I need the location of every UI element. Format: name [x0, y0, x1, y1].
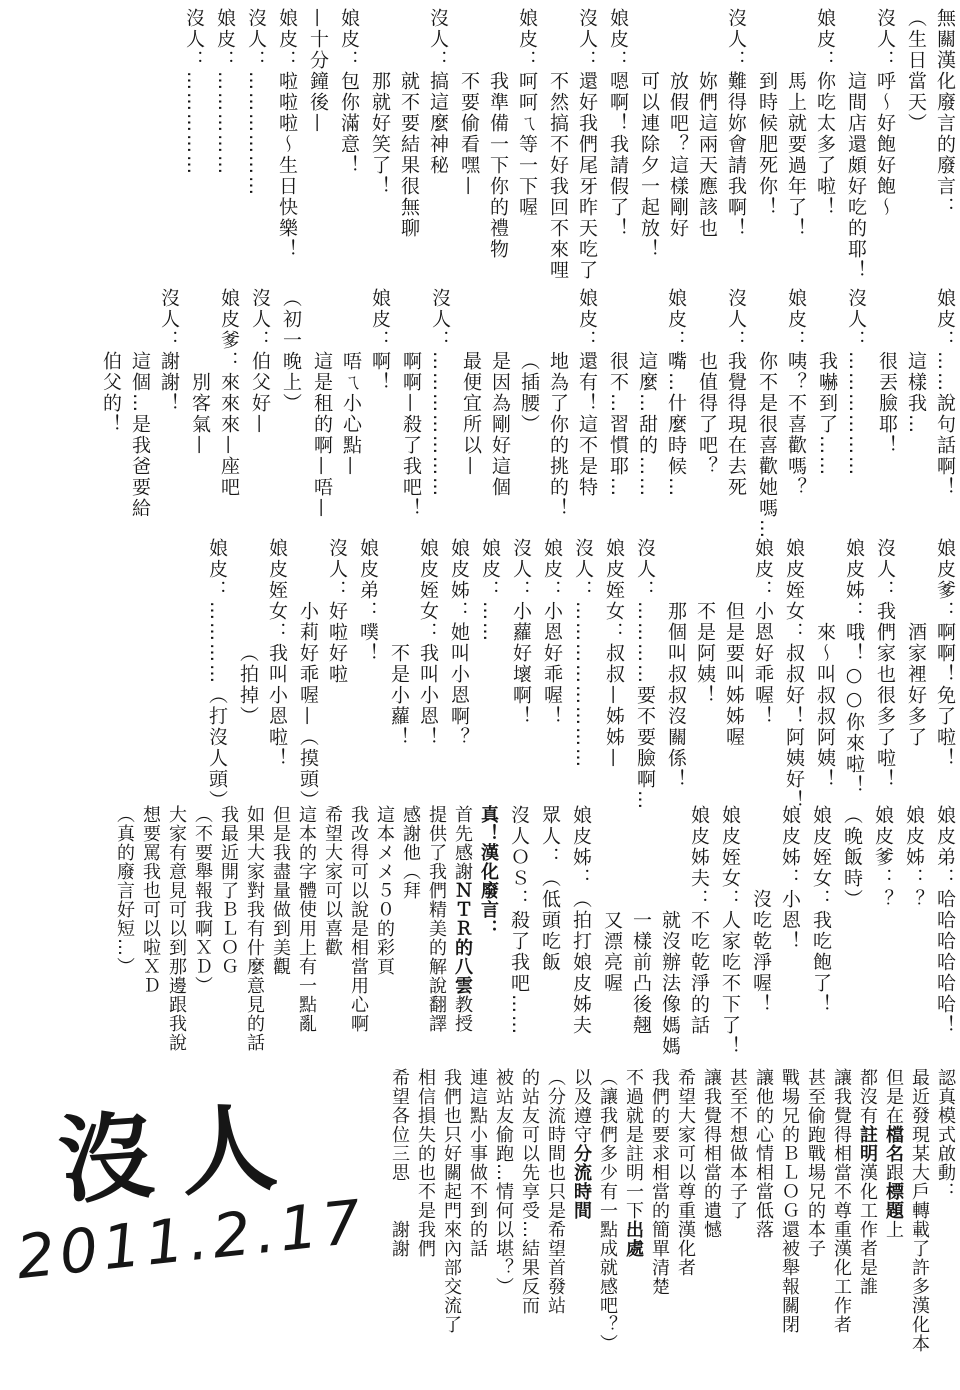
dialogue-entry [401, 288, 449, 540]
dialogue-entry [604, 538, 623, 811]
plain-text: 都沒有 [857, 1068, 878, 1125]
emphasized-text: 真！漢化廢言： [478, 805, 499, 938]
text-column: 讓我覺得相當的遺憾 [701, 1068, 722, 1239]
text-column: 但是要叫姊姊喔 [723, 601, 745, 748]
dialogue-entry [308, 8, 327, 281]
text-column: 這麼…甜的…… [636, 351, 658, 498]
text-column: 那就好笑了！ [369, 71, 391, 197]
dialogue-entry [751, 805, 799, 1057]
text-column: 娘皮姊：哦！○○你來啦！ [843, 538, 865, 796]
text-column: 妳們這兩天應該也 [696, 71, 718, 239]
text-column: 很丟臉耶！ [876, 351, 898, 456]
text-column: （生日當天） [905, 8, 927, 134]
dialogue-entry [312, 288, 389, 540]
text-column: 大家有意見可以到那邊跟我說 [166, 805, 187, 1052]
dialogue-entry [697, 288, 745, 540]
text-column: 這本的字體使用上有一點亂 [296, 805, 317, 1033]
text-column: 希望大家可以喜歡 [322, 805, 343, 957]
text-column: 可以連除夕一起放！ [638, 71, 660, 260]
text-column: 被站友偷跑…情何以堪？） [493, 1068, 514, 1296]
text-column: 最便宜所以— [460, 351, 482, 477]
text-column: 我最近開了ＢＬＯＧ [218, 805, 239, 976]
text-column: 一樣前凸後翹 [630, 910, 652, 1036]
text-band-4 [103, 805, 954, 1057]
text-column: 娘皮：…… [479, 538, 501, 643]
text-column [884, 1068, 902, 1353]
dialogue-entry [250, 288, 269, 540]
dialogue-entry [602, 805, 708, 1057]
text-column: 來～叫叔叔阿姨！ [814, 622, 836, 790]
handwritten-signature: 沒人 [54, 1089, 307, 1219]
text-column: 這樣我… [905, 351, 927, 435]
plain-text: 漢化工作者是誰 [857, 1163, 878, 1296]
dialogue-entry [904, 805, 923, 1057]
text-column: （插腰） [518, 351, 540, 435]
dialogue-entry [811, 805, 830, 1057]
dialogue-entry [573, 538, 592, 811]
emphasized-text: 出處 [623, 1220, 644, 1258]
text-column: 娘皮：呵呵ㄟ等一下喔 [516, 8, 538, 218]
text-column [479, 805, 497, 1057]
text-column: 沒人：…………………… [572, 538, 594, 769]
text-column: 相信損失的也不是我們 [415, 1068, 436, 1258]
dialogue-entry [281, 288, 300, 540]
plain-text: 以及遵守 [571, 1068, 592, 1144]
text-column: 也值得了吧？ [696, 351, 718, 477]
text-column: 我準備一下你的禮物 [487, 71, 509, 260]
dialogue-entry [935, 805, 954, 1057]
text-column: 沒人：……………… [845, 288, 867, 477]
dialogue-entry [190, 288, 238, 540]
dialogue-entry [480, 538, 499, 811]
dialogue-entry [449, 538, 468, 811]
text-column: 娘皮弟：噗！ [357, 538, 379, 664]
text-column: 我嚇到了…… [816, 351, 838, 477]
text-column: 沒人：呼～好飽好飽～ [874, 8, 896, 218]
dialogue-entry [215, 8, 234, 281]
dialogue-entry [101, 288, 178, 540]
text-column: 認真模式啟動： [935, 1068, 956, 1201]
text-column: 甚至偷跑戰場兄的本子 [805, 1068, 826, 1258]
text-column: 沒人：……………… [245, 8, 267, 197]
text-column: 不然搞不好我回不來哩 [547, 71, 569, 281]
text-column: 娘皮：小恩好乖喔！ [752, 538, 774, 727]
text-column: 到時候肥死你！ [756, 71, 778, 218]
text-column: （晚飯時） [841, 805, 863, 910]
text-column: 就沒辦法像媽媽 [659, 910, 681, 1057]
dialogue-entry [277, 8, 296, 281]
text-column: 不要偷看嘿— [458, 71, 480, 197]
text-column: 娘皮爹：啊啊！免了啦！ [934, 538, 956, 769]
dialogue-entry [509, 805, 528, 1057]
text-column: 娘皮：咦？不喜歡嗎？ [785, 288, 807, 498]
text-column: 就不要結果很無聊 [398, 71, 420, 239]
text-column: 不是阿姨！ [694, 601, 716, 706]
text-column: 小莉好乖喔—（摸頭） [297, 601, 319, 811]
text-column: 娘皮姊夫：不吃乾淨的話 [688, 805, 710, 1036]
text-column: 娘皮爹：來來來—座吧 [218, 288, 240, 498]
text-column: 酒家裡好多了 [905, 622, 927, 748]
text-column: 沒人：還好我們尾牙昨天吃了 [576, 8, 598, 281]
text-column: 娘皮姪女：叔叔好！阿姨好！ [783, 538, 805, 811]
dialogue-entry [540, 805, 559, 1057]
text-column: （真的廢言好短…） [114, 805, 135, 976]
text-column: 啊啊—殺了我吧！ [400, 351, 422, 519]
text-column: （讓我們多少有一點成就感吧？） [597, 1068, 618, 1353]
text-column: 娘皮：啦啦啦～生日快樂！ [276, 8, 298, 260]
dialogue-entry [246, 8, 265, 281]
text-column: （分流時間也只是希望首發站 [545, 1068, 566, 1315]
text-column: 娘皮姊：她叫小恩啊？ [448, 538, 470, 748]
text-column: （初一晚上） [280, 288, 302, 414]
text-column: 這是租的啊—唔— [311, 351, 333, 519]
plain-text: 跟 [883, 1163, 904, 1182]
text-column: 很不…習慣耶… [607, 351, 629, 498]
dialogue-entry [817, 288, 865, 540]
text-column: 娘皮：包你滿意！ [338, 8, 360, 176]
dialogue-entry [238, 538, 286, 811]
dialogue-entry [608, 8, 627, 281]
emphasized-text: 標題 [883, 1182, 904, 1220]
text-column: 馬上就要過年了！ [785, 71, 807, 239]
text-column: 我們也只好關起門來內部交流了 [441, 1068, 462, 1334]
text-column: 甚至不想做本子了 [727, 1068, 748, 1220]
text-column: 提供了我們精美的解說翻譯 [426, 805, 447, 1033]
text-column: 這間店還頗好吃的耶！ [845, 71, 867, 281]
dialogue-entry [877, 288, 954, 540]
dialogue-entry [906, 538, 954, 811]
dialogue-entry [608, 288, 685, 540]
text-column: 沒人：搞這麼神秘 [427, 8, 449, 176]
text-band-3 [195, 538, 954, 811]
dialogue-entry [639, 8, 745, 281]
text-column: 娘皮：還有！這不是特 [576, 288, 598, 498]
dialogue-entry [184, 8, 203, 281]
handwritten-date: 2011.2.17 [13, 1186, 370, 1294]
dialogue-entry [389, 538, 437, 811]
text-column: 娘皮姪女：我叫小恩！ [417, 538, 439, 748]
text-column: 不是小蘿！ [388, 643, 410, 748]
emphasized-text: 註明 [857, 1125, 878, 1163]
text-column: 娘皮：小恩好乖喔！ [541, 538, 563, 727]
text-column: 娘皮姪女：叔叔—姊姊— [603, 538, 625, 769]
text-column: 娘皮弟：哈哈哈哈哈哈！ [934, 805, 956, 1036]
text-column: 唔ㄟ小心點— [340, 351, 362, 477]
text-column: 這個…是我爸要給 [129, 351, 151, 519]
text-column: （拍掉） [237, 643, 259, 727]
text-column: 放假吧？這樣剛好 [667, 71, 689, 239]
text-column: 沒人：………………… [429, 288, 451, 498]
dialogue-entry [339, 8, 358, 281]
plain-text: 教授 [452, 995, 473, 1033]
dialogue-entry [906, 8, 954, 281]
text-column: 娘皮：嗯啊！我請假了！ [607, 8, 629, 239]
text-column: 娘皮姪女：我吃飽了！ [810, 805, 832, 1015]
text-column: 沒人：小蘿好壞啊！ [510, 538, 532, 727]
dialogue-entry [757, 288, 805, 540]
text-column: 連這點小事做不到的話 [467, 1068, 488, 1258]
text-column: 沒人：難得妳會請我啊！ [725, 8, 747, 239]
dialogue-entry [846, 8, 894, 281]
afterword-block [390, 1068, 954, 1353]
dialogue-entry [720, 805, 739, 1057]
text-column: 讓他的心情相當低落 [753, 1068, 774, 1239]
text-column: 如果大家對我有什麼意見的話 [244, 805, 265, 1052]
text-column: 沒人：謝謝！ [158, 288, 180, 414]
text-column: 無關漢化廢言的廢言： [934, 8, 956, 218]
text-column [624, 1068, 642, 1353]
text-band-5 [378, 1068, 954, 1353]
text-column: 那個叫叔叔沒關係！ [665, 601, 687, 790]
text-column [453, 805, 471, 1057]
dialogue-entry [370, 8, 447, 281]
text-column: 娘皮爹：？ [872, 805, 894, 910]
plain-text: 上 [883, 1220, 904, 1239]
text-column: 我們的要求相當的簡單清楚 [649, 1068, 670, 1296]
afterword-block [115, 805, 497, 1057]
text-column: 娘皮姪女：我叫小恩啦！ [266, 538, 288, 769]
text-column: （不要舉報我啊ＸＤ） [192, 805, 213, 995]
dialogue-entry [784, 538, 803, 811]
text-column: 娘皮：你吃太多了啦！ [814, 8, 836, 218]
emphasized-text: 分流時間 [571, 1144, 592, 1220]
text-column: 沒人：好啦好啦 [326, 538, 348, 685]
dialogue-entry [815, 538, 863, 811]
dialogue-entry [358, 538, 377, 811]
dialogue-entry [459, 8, 536, 281]
text-column: 沒人：…………要不要臉啊… [634, 538, 656, 811]
plain-text: 首先感謝 [452, 805, 473, 881]
text-column: —十分鐘後— [307, 8, 329, 134]
text-column: 是因為剛好這個 [489, 351, 511, 498]
dialogue-entry [298, 538, 346, 811]
plain-text: 但是在 [883, 1068, 904, 1125]
text-column: 沒吃乾淨喔！ [750, 889, 772, 1015]
text-band-1 [172, 8, 954, 281]
text-column: 娘皮姊：？ [903, 805, 925, 910]
dialogue-entry [461, 288, 596, 540]
text-column: 地為了你的挑的！ [547, 351, 569, 519]
text-column: 沒人ＯＳ：殺了我吧…… [508, 805, 530, 1036]
dialogue-entry [571, 805, 590, 1057]
dialogue-entry [635, 538, 654, 811]
text-column: 讓我覺得相當不尊重漢化工作者 [831, 1068, 852, 1334]
text-column: 娘皮：…………（打沒人頭） [206, 538, 228, 811]
text-column: 娘皮：…………… [214, 8, 236, 176]
text-column: 的站友可以先享受…結果反而 [519, 1068, 540, 1315]
dialogue-entry [842, 805, 861, 1057]
text-column: 娘皮姊：（拍打娘皮姊夫 [570, 805, 592, 1036]
text-column: 沒人：我們家也很多了啦！ [874, 538, 896, 790]
emphasized-text: 檔名 [883, 1125, 904, 1163]
dialogue-entry [207, 538, 226, 811]
text-column [858, 1068, 876, 1353]
text-column: 希望各位三思 謝謝 [389, 1068, 410, 1258]
text-column: 又漂亮喔 [601, 910, 623, 994]
text-column: 沒人：…………… [183, 8, 205, 176]
text-column: 你不是很喜歡她嗎… [756, 351, 778, 540]
dialogue-entry [666, 538, 772, 811]
text-column: 娘皮：嘴…什麼時候… [665, 288, 687, 498]
dialogue-entry [548, 8, 596, 281]
emphasized-text: ＮＴＲ的八雲 [452, 881, 473, 995]
text-column: 娘皮姊：小恩！ [779, 805, 801, 952]
text-column: 娘皮：……說句話啊！ [934, 288, 956, 498]
text-column: 娘皮：啊！ [369, 288, 391, 393]
text-column: 沒人：我覺得現在去死 [725, 288, 747, 498]
text-column: 希望大家可以尊重漢化者 [675, 1068, 696, 1277]
plain-text: 不過就是註明一下 [623, 1068, 644, 1220]
text-column: 別客氣— [189, 372, 211, 456]
text-band-2 [89, 288, 954, 540]
text-column: 我改得可以說是相當用心啊 [348, 805, 369, 1033]
dialogue-entry [542, 538, 561, 811]
text-column: 想要罵我也可以啦ＸＤ [140, 805, 161, 995]
text-column: 沒人：伯父好— [249, 288, 271, 435]
text-column: 最近發現某大戶轉載了許多漢化本 [909, 1068, 930, 1353]
text-column: 戰場兄的ＢＬＯＧ還被舉報關閉 [779, 1068, 800, 1334]
text-column: 感謝他（拜 [400, 805, 421, 900]
dialogue-entry [873, 805, 892, 1057]
text-column: 伯父的！ [100, 351, 122, 435]
text-column: 眾人：（低頭吃飯 [539, 805, 561, 973]
text-column [572, 1068, 590, 1353]
dialogue-entry [757, 8, 834, 281]
text-column: 這本メメ５０的彩頁 [374, 805, 395, 976]
dialogue-entry [511, 538, 530, 811]
text-column: 娘皮姪女：人家吃不下了！ [719, 805, 741, 1057]
text-column: 但是我盡量做到美觀 [270, 805, 291, 976]
dialogue-entry [875, 538, 894, 811]
